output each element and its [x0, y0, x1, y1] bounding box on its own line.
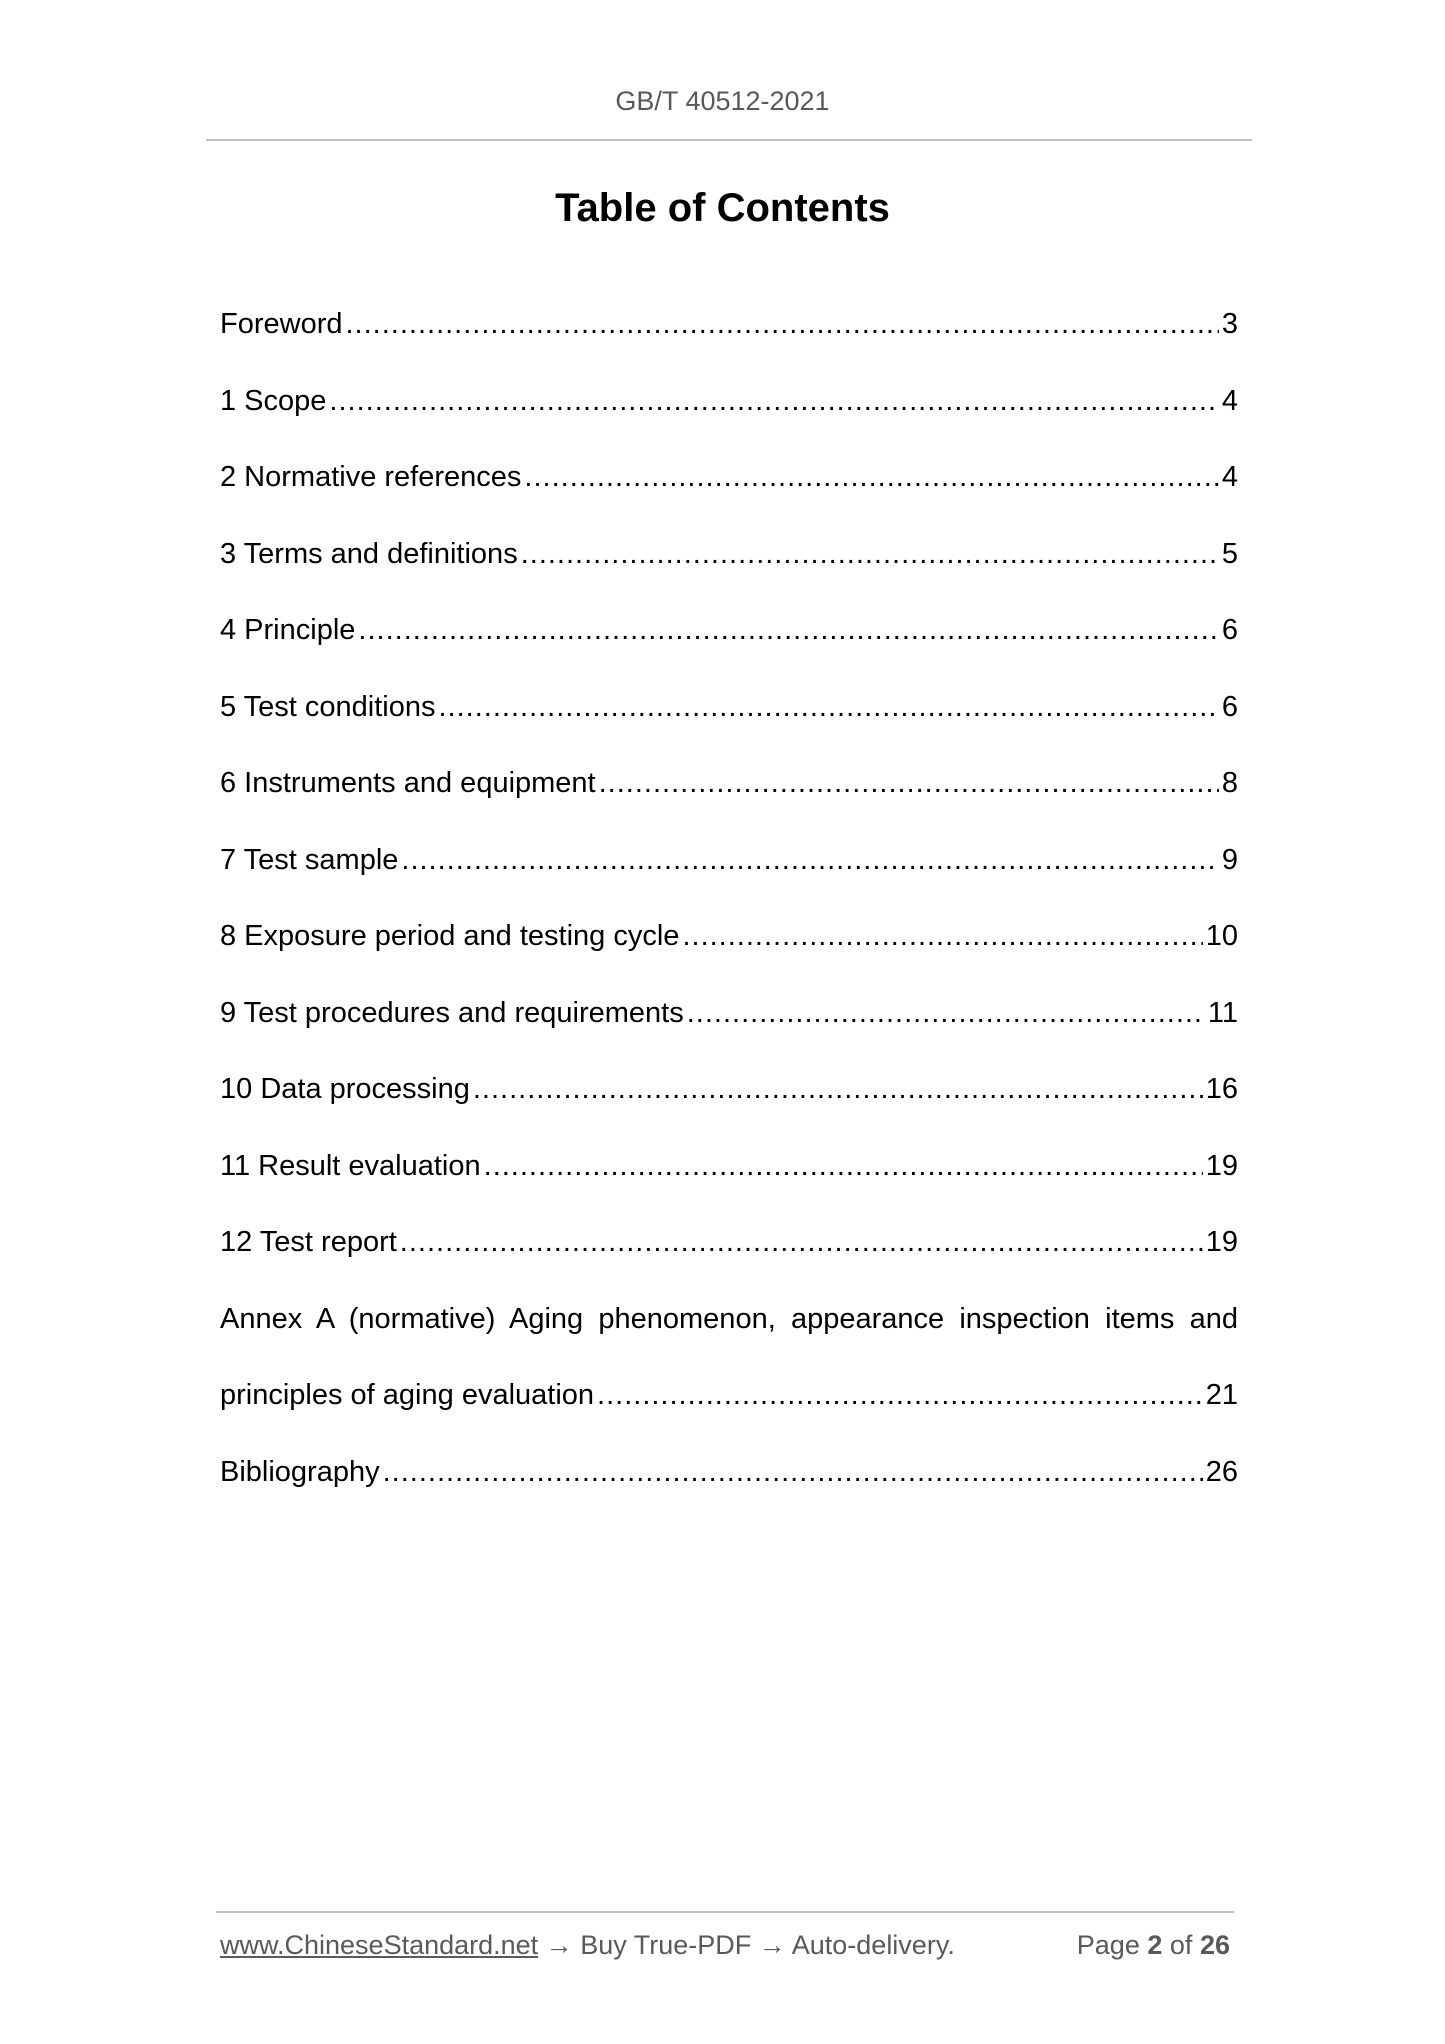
dot-leader [400, 1218, 1203, 1266]
page-footer [220, 1930, 1230, 1961]
toc-entry-page: 26 [1205, 1455, 1238, 1488]
toc-entry-page: 19 [1205, 1149, 1238, 1182]
toc-entry-page: 19 [1205, 1226, 1238, 1258]
toc-entry-label-line2: principles of aging evaluation [220, 1379, 595, 1411]
toc-entry-page: 6 [1221, 614, 1238, 646]
page-title: Table of Contents [555, 186, 890, 230]
dot-leader [484, 1142, 1203, 1190]
toc-entry-label: 2 Normative references [220, 461, 522, 493]
dot-leader [687, 989, 1205, 1037]
toc-entry-page: 4 [1221, 384, 1238, 417]
footer-divider [216, 1911, 1234, 1913]
toc-entry-page: 9 [1221, 843, 1238, 876]
toc-entry-test-report[interactable] [220, 1218, 1238, 1295]
website-link[interactable]: www.ChineseStandard.net [220, 1930, 539, 1960]
toc-entry-label: 7 Test sample [220, 843, 399, 876]
toc-entry-label: 1 Scope [220, 384, 327, 417]
toc-list [220, 300, 1238, 1524]
toc-entry-label: Foreword [220, 308, 343, 340]
toc-entry-annex-a[interactable] [220, 1295, 1238, 1448]
dot-leader [383, 1448, 1203, 1496]
page-word: Page [1076, 1930, 1140, 1960]
toc-entry-page: 5 [1221, 537, 1238, 570]
dot-leader [521, 530, 1219, 578]
dot-leader [439, 683, 1219, 731]
toc-entry-page: 16 [1205, 1073, 1238, 1105]
toc-entry-label-line1: Annex A (normative) Aging phenomenon, appearance inspection items and [220, 1302, 1238, 1335]
dot-leader [524, 453, 1218, 501]
dot-leader [329, 377, 1218, 425]
dot-leader [358, 606, 1218, 654]
toc-entry-label: 10 Data processing [220, 1073, 470, 1105]
toc-entry-page: 8 [1221, 767, 1238, 799]
dot-leader [599, 759, 1219, 807]
toc-entry-terms-and-definitions[interactable] [220, 530, 1238, 607]
toc-entry-bibliography[interactable] [220, 1448, 1238, 1525]
toc-entry-principle[interactable] [220, 606, 1238, 683]
of-word: of [1169, 1930, 1193, 1960]
page-indicator [1077, 1930, 1230, 1961]
toc-entry-label: 5 Test conditions [220, 690, 436, 723]
toc-entry-foreword[interactable] [220, 300, 1238, 377]
current-page-number: 2 [1147, 1930, 1163, 1960]
toc-entry-label: 9 Test procedures and requirements [220, 996, 684, 1029]
toc-entry-result-evaluation[interactable] [220, 1142, 1238, 1219]
toc-entry-instruments-and-equipment[interactable] [220, 759, 1238, 836]
toc-entry-test-procedures[interactable] [220, 989, 1238, 1066]
toc-entry-page: 21 [1205, 1379, 1238, 1411]
toc-entry-exposure-period[interactable] [220, 912, 1238, 989]
toc-entry-normative-references[interactable] [220, 453, 1238, 530]
footer-promo-text: → Buy True-PDF → Auto-delivery. [538, 1930, 955, 1960]
toc-entry-test-sample[interactable] [220, 836, 1238, 913]
toc-entry-label: Bibliography [220, 1455, 380, 1488]
dot-leader [346, 300, 1219, 348]
toc-entry-data-processing[interactable] [220, 1065, 1238, 1142]
dot-leader [597, 1371, 1203, 1419]
toc-entry-label: 8 Exposure period and testing cycle [220, 920, 680, 952]
dot-leader [682, 912, 1202, 960]
toc-entry-page: 6 [1221, 690, 1238, 723]
toc-entry-page: 3 [1221, 308, 1238, 340]
toc-entry-page: 4 [1221, 461, 1238, 493]
header-divider [206, 139, 1252, 141]
toc-entry-page: 11 [1207, 996, 1238, 1029]
toc-entry-test-conditions[interactable] [220, 683, 1238, 760]
toc-entry-label: 3 Terms and definitions [220, 537, 518, 570]
toc-entry-label: 6 Instruments and equipment [220, 767, 596, 799]
document-id-header: GB/T 40512-2021 [615, 86, 830, 116]
toc-entry-label: 4 Principle [220, 614, 356, 646]
toc-entry-label: 12 Test report [220, 1226, 397, 1258]
toc-entry-label: 11 Result evaluation [220, 1149, 481, 1182]
dot-leader [401, 836, 1218, 884]
dot-leader [473, 1065, 1203, 1113]
toc-entry-scope[interactable] [220, 377, 1238, 454]
toc-entry-page: 10 [1205, 920, 1238, 952]
total-page-count: 26 [1199, 1930, 1230, 1960]
